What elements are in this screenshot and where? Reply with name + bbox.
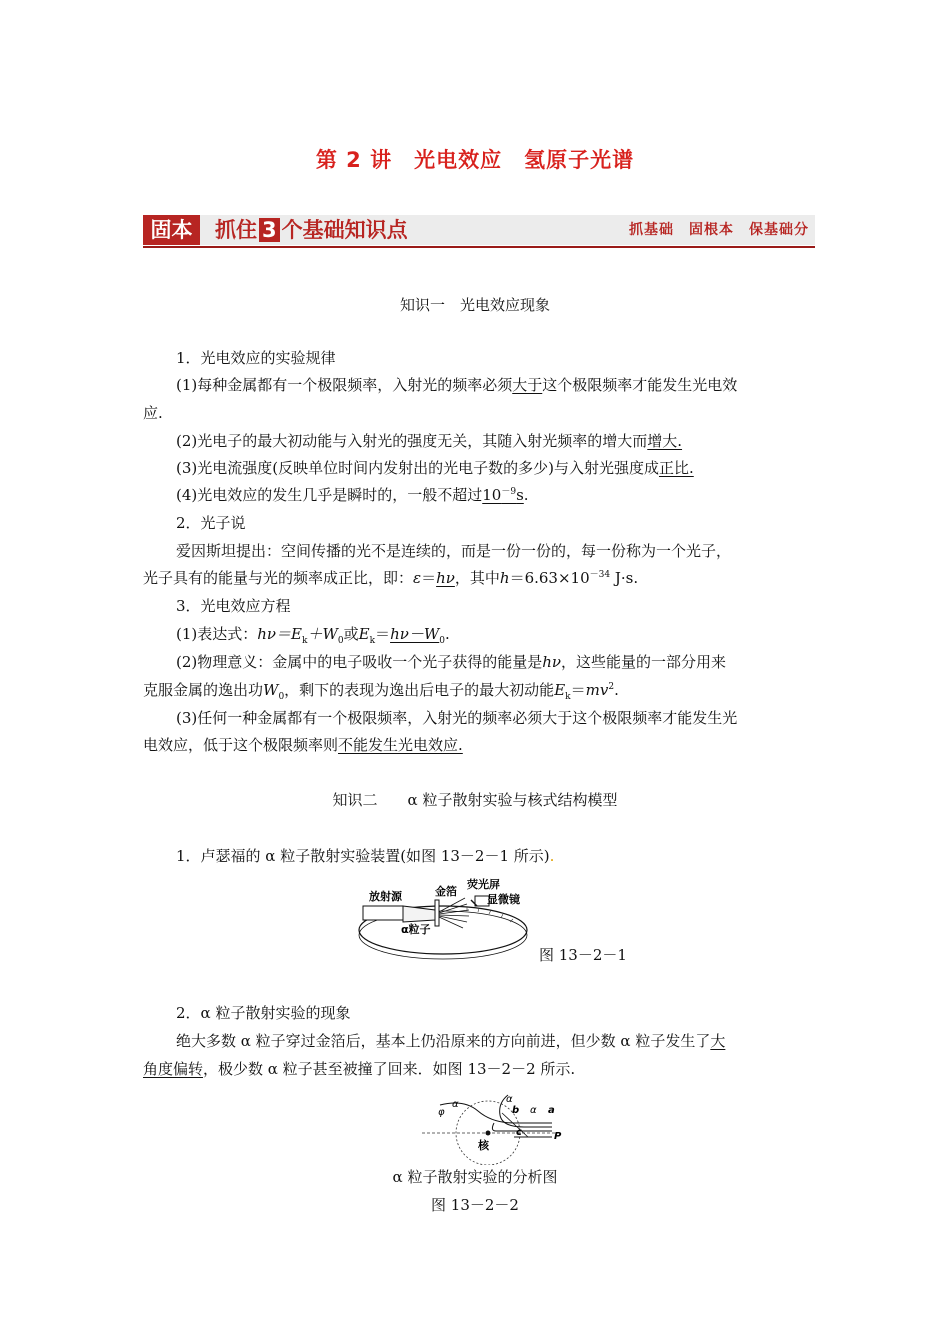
section2-heading: 知识二 α 粒子散射实验与核式结构模型: [332, 791, 618, 809]
guide-line: [502, 1113, 528, 1137]
item2-p1: 爱因斯坦提出：空间传播的光不是连续的，而是一份一份的，每一份称为一个光子，: [176, 542, 732, 560]
item3-p3-cont: [143, 734, 463, 756]
item3-p2: [176, 651, 726, 673]
formula: W: [263, 681, 279, 699]
item2-title: 2．光子说: [176, 514, 246, 532]
superscript: －9: [501, 487, 517, 497]
label-gold-foil: 金箔: [435, 885, 457, 898]
formula: ＋W: [307, 625, 338, 643]
text: 克服金属的逸出功: [143, 681, 264, 699]
figure2-caption-title: α 粒子散射实验的分析图: [392, 1168, 558, 1186]
text: J·s.: [610, 569, 639, 587]
answer-underlined: [482, 486, 524, 504]
alpha-scattering-apparatus-figure: [355, 878, 535, 960]
alpha-scattering-analysis-figure: [418, 1093, 566, 1165]
answer-underlined: 大于: [512, 376, 543, 394]
label-a: a: [548, 1105, 555, 1116]
item3-p2-cont: [143, 679, 619, 701]
text: .: [614, 681, 619, 699]
nucleus-dot: [486, 1131, 491, 1136]
subscript: k: [369, 636, 376, 646]
item1-p4: [176, 484, 529, 506]
text: 绝大多数 α 粒子穿过金箔后，基本上仍沿原来的方向前进，但少数 α 粒子发生了: [176, 1032, 711, 1050]
text: (2)光电子的最大初动能与入射光的强度无关，其随入射光频率的增大而: [176, 432, 648, 450]
section-banner: [143, 213, 815, 249]
subscript: 0: [439, 636, 445, 646]
text: (2)物理意义：金属中的电子吸收一个光子获得的能量是: [176, 653, 543, 671]
label-c: c: [516, 1127, 522, 1138]
item1-title: 1．光电效应的实验规律: [176, 349, 336, 367]
text: 10: [482, 486, 502, 504]
label-b: b: [512, 1105, 520, 1116]
section2-item2-p1: [176, 1030, 725, 1052]
answer-underlined: hν: [436, 569, 455, 587]
figure1-caption: 图 13－2－1: [539, 946, 627, 964]
label-alpha-1: α: [452, 1099, 459, 1110]
symbol: h: [499, 569, 510, 587]
subscript: k: [301, 636, 308, 646]
text: ，剩下的表现为逸出后电子的最大初动能: [284, 681, 555, 699]
label-alpha-2: α: [506, 1094, 513, 1105]
label-screen: 荧光屏: [467, 878, 500, 891]
formula: E: [554, 681, 566, 699]
epsilon: ε: [413, 569, 422, 587]
text: (1)表达式：: [176, 625, 258, 643]
answer-underlined: 大: [710, 1032, 726, 1050]
item1-p2: [176, 430, 682, 452]
answer-underlined: [390, 625, 445, 646]
gold-foil: [435, 900, 439, 926]
text: 光子具有的能量与光的频率成正比，即：: [143, 569, 414, 587]
subscript: 0: [337, 636, 344, 646]
text: ，极少数 α 粒子甚至被撞了回来．如图 13－2－2 所示.: [203, 1060, 576, 1078]
label-source: 放射源: [369, 890, 402, 903]
text: ，其中: [454, 569, 500, 587]
text: .: [523, 486, 529, 504]
section1-heading: 知识一 光电效应现象: [399, 296, 550, 314]
text: 或: [343, 625, 359, 643]
answer-underlined: 不能发生光电效应.: [338, 736, 463, 754]
formula: hν: [542, 653, 562, 671]
label-p: P: [554, 1131, 562, 1142]
banner-heading-pre: 抓住: [215, 218, 257, 242]
item3-p3: (3)任何一种金属都有一个极限频率，入射光的频率必须大于这个极限频率才能发生光: [176, 709, 738, 727]
subscript: 0: [278, 692, 285, 702]
item1-p1-cont: 应.: [143, 404, 163, 422]
banner-tag: 固本: [143, 215, 200, 245]
label-microscope: 显微镜: [487, 893, 520, 906]
banner-underline: [143, 246, 815, 248]
text: (4)光电效应的发生几乎是瞬时的，一般不超过: [176, 486, 483, 504]
text: 这个极限频率才能发生光电效: [542, 376, 738, 394]
banner-heading-num: 3: [259, 218, 280, 242]
item2-p2: [143, 567, 638, 589]
text: ＝: [570, 681, 586, 699]
answer-underlined: 角度偏转: [143, 1060, 204, 1078]
text: ，这些能量的一部分用来: [561, 653, 727, 671]
label-nucleus: 核: [478, 1139, 489, 1152]
label-phi: φ: [438, 1107, 445, 1118]
superscript: 2: [608, 682, 615, 692]
section2-item1: [176, 845, 554, 867]
section2-item2-p2: [143, 1058, 575, 1080]
item3-p1: [176, 623, 450, 645]
formula: mv: [585, 681, 609, 699]
text: s: [516, 486, 524, 504]
banner-heading-post: 个基础知识点: [281, 218, 408, 242]
text: .: [549, 847, 555, 865]
text: .: [445, 625, 450, 643]
superscript: －34: [589, 570, 611, 580]
text: 1．卢瑟福的 α 粒子散射实验装置(如图 13－2－1 所示): [176, 847, 550, 865]
text: (1)每种金属都有一个极限频率，入射光的频率必须: [176, 376, 513, 394]
answer-underlined: 正比.: [658, 459, 694, 477]
formula: E: [358, 625, 370, 643]
figure2-caption: 图 13－2－2: [431, 1196, 519, 1214]
source-box: [363, 906, 403, 920]
text: ＝: [375, 625, 391, 643]
item1-p1: [143, 374, 737, 396]
text: 电效应，低于这个极限频率则: [143, 736, 339, 754]
item1-p3: [176, 457, 694, 479]
text: (3)光电流强度(反映单位时间内发射出的光电子数的多少)与入射光强度成: [176, 459, 659, 477]
banner-slogan: 抓基础 固根本 保基础分: [629, 222, 809, 238]
label-alpha-particle: α粒子: [401, 923, 431, 936]
banner-heading: [215, 215, 408, 245]
page-title: 第 2 讲 光电效应 氢原子光谱: [315, 148, 635, 172]
formula: hν＝E: [257, 625, 302, 643]
section2-item2-title: 2．α 粒子散射实验的现象: [176, 1004, 351, 1022]
text: ＝: [421, 569, 437, 587]
text: ＝6.63×10: [509, 569, 590, 587]
label-alpha-3: α: [530, 1105, 537, 1116]
subscript: k: [565, 692, 571, 702]
formula: hν－W: [390, 625, 440, 643]
answer-underlined: 增大.: [647, 432, 683, 450]
item3-title: 3．光电效应方程: [176, 597, 291, 615]
